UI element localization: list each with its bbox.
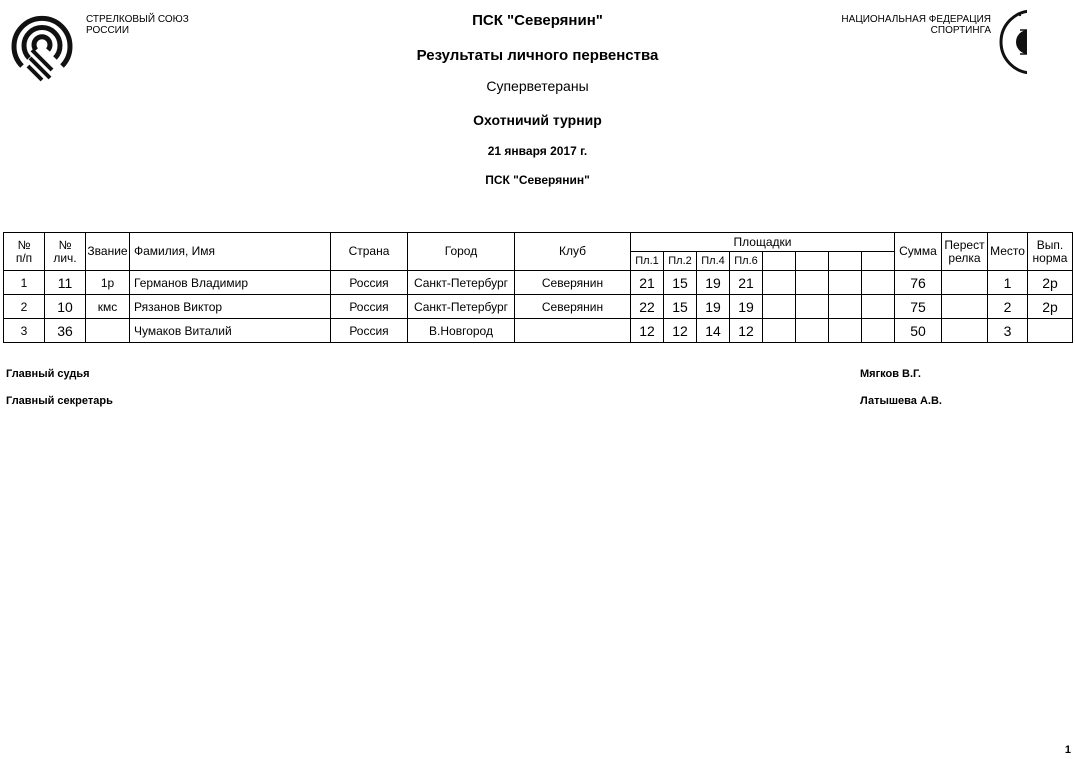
header-pl6: Пл.6 xyxy=(730,252,763,271)
header-club: Клуб xyxy=(515,233,631,271)
cell-shootoff xyxy=(942,319,988,343)
cell-empty xyxy=(862,319,895,343)
header-norm-line1: Вып. xyxy=(1036,237,1064,252)
org-left-line2: РОССИИ xyxy=(86,25,130,36)
cell-empty xyxy=(796,295,829,319)
cell-sum: 75 xyxy=(895,295,942,319)
cell-pl1: 21 xyxy=(631,271,664,295)
cell-place: 1 xyxy=(988,271,1028,295)
cell-sum: 76 xyxy=(895,271,942,295)
cell-place: 2 xyxy=(988,295,1028,319)
header-norm xyxy=(1028,233,1073,271)
cell-norm: 2р xyxy=(1028,295,1073,319)
cell-pl4: 19 xyxy=(697,271,730,295)
header-shootoff-line2: релка xyxy=(948,250,981,265)
cell-pl2: 12 xyxy=(664,319,697,343)
judge-label: Главный судья xyxy=(6,368,90,380)
results-table xyxy=(3,232,1073,343)
header-name: Фамилия, Имя xyxy=(130,233,331,271)
cell-pl6: 21 xyxy=(730,271,763,295)
cell-pl6: 19 xyxy=(730,295,763,319)
header-pl-empty xyxy=(829,252,862,271)
cell-rank: 1р xyxy=(86,271,130,295)
secretary-label: Главный секретарь xyxy=(6,395,113,407)
cell-empty xyxy=(862,271,895,295)
header-shootoff xyxy=(942,233,988,271)
cell-pp: 2 xyxy=(4,295,45,319)
cell-city: В.Новгород xyxy=(408,319,515,343)
event-date: 21 января 2017 г. xyxy=(487,144,588,158)
cell-shootoff xyxy=(942,271,988,295)
cell-rank: кмс xyxy=(86,295,130,319)
cell-name: Германов Владимир xyxy=(130,271,331,295)
header-pl-empty xyxy=(796,252,829,271)
cell-rank xyxy=(86,319,130,343)
cell-pp: 1 xyxy=(4,271,45,295)
header-pl-empty xyxy=(763,252,796,271)
header-rank: Звание xyxy=(86,233,130,271)
header-pp xyxy=(4,233,45,271)
cell-club xyxy=(515,319,631,343)
cell-place: 3 xyxy=(988,319,1028,343)
header-platforms: Площадки xyxy=(631,233,895,252)
header-city: Город xyxy=(408,233,515,271)
cell-pl2: 15 xyxy=(664,271,697,295)
cell-pl1: 22 xyxy=(631,295,664,319)
header-pl-empty xyxy=(862,252,895,271)
cell-country: Россия xyxy=(331,295,408,319)
cell-lich: 36 xyxy=(45,319,86,343)
cell-pl4: 19 xyxy=(697,295,730,319)
cell-empty xyxy=(796,271,829,295)
cell-lich: 11 xyxy=(45,271,86,295)
cell-city: Санкт-Петербург xyxy=(408,271,515,295)
cell-club: Северянин xyxy=(515,295,631,319)
header-place: Место xyxy=(988,233,1028,271)
header-pp-line2: п/п xyxy=(15,250,33,265)
header-pl2: Пл.2 xyxy=(664,252,697,271)
cell-norm: 2р xyxy=(1028,271,1073,295)
secretary-name: Латышева А.В. xyxy=(860,395,942,407)
cell-name: Чумаков Виталий xyxy=(130,319,331,343)
header-sum: Сумма xyxy=(895,233,942,271)
cell-country: Россия xyxy=(331,271,408,295)
table-row xyxy=(4,295,1073,319)
header-country: Страна xyxy=(331,233,408,271)
cell-norm xyxy=(1028,319,1073,343)
header-lich xyxy=(45,233,86,271)
cell-pl4: 14 xyxy=(697,319,730,343)
cell-name: Рязанов Виктор xyxy=(130,295,331,319)
table-row xyxy=(4,271,1073,295)
venue: ПСК "Северянин" xyxy=(485,173,590,187)
page-title: ПСК "Северянин" xyxy=(472,12,603,29)
header-lich-line2: лич. xyxy=(53,250,77,265)
cell-pp: 3 xyxy=(4,319,45,343)
org-right-line2: СПОРТИНГА xyxy=(930,25,991,36)
header-norm-line2: норма xyxy=(1032,250,1068,265)
cell-club: Северянин xyxy=(515,271,631,295)
cell-lich: 10 xyxy=(45,295,86,319)
cell-empty xyxy=(829,271,862,295)
cell-empty xyxy=(796,319,829,343)
cell-pl2: 15 xyxy=(664,295,697,319)
cell-pl1: 12 xyxy=(631,319,664,343)
cell-city: Санкт-Петербург xyxy=(408,295,515,319)
page-number: 1 xyxy=(1064,744,1071,756)
table-row xyxy=(4,319,1073,343)
cell-empty xyxy=(862,295,895,319)
cell-empty xyxy=(763,319,796,343)
cell-sum: 50 xyxy=(895,319,942,343)
cell-empty xyxy=(829,295,862,319)
cell-empty xyxy=(763,295,796,319)
tournament-name: Охотничий турнир xyxy=(473,112,602,128)
cell-empty xyxy=(763,271,796,295)
header-pp-line1: № xyxy=(17,237,31,252)
header-lich-line1: № xyxy=(58,237,72,252)
category: Суперветераны xyxy=(486,78,589,94)
header-pl4: Пл.4 xyxy=(697,252,730,271)
judge-name: Мягков В.Г. xyxy=(860,368,921,380)
cell-empty xyxy=(829,319,862,343)
cell-pl6: 12 xyxy=(730,319,763,343)
header-shootoff-line1: Перест xyxy=(944,237,985,252)
header-pl1: Пл.1 xyxy=(631,252,664,271)
cell-country: Россия xyxy=(331,319,408,343)
org-right-line1: НАЦИОНАЛЬНАЯ ФЕДЕРАЦИЯ xyxy=(841,14,991,25)
org-left-line1: СТРЕЛКОВЫЙ СОЮЗ xyxy=(86,14,189,25)
report-subtitle: Результаты личного первенства xyxy=(416,47,659,64)
cell-shootoff xyxy=(942,295,988,319)
